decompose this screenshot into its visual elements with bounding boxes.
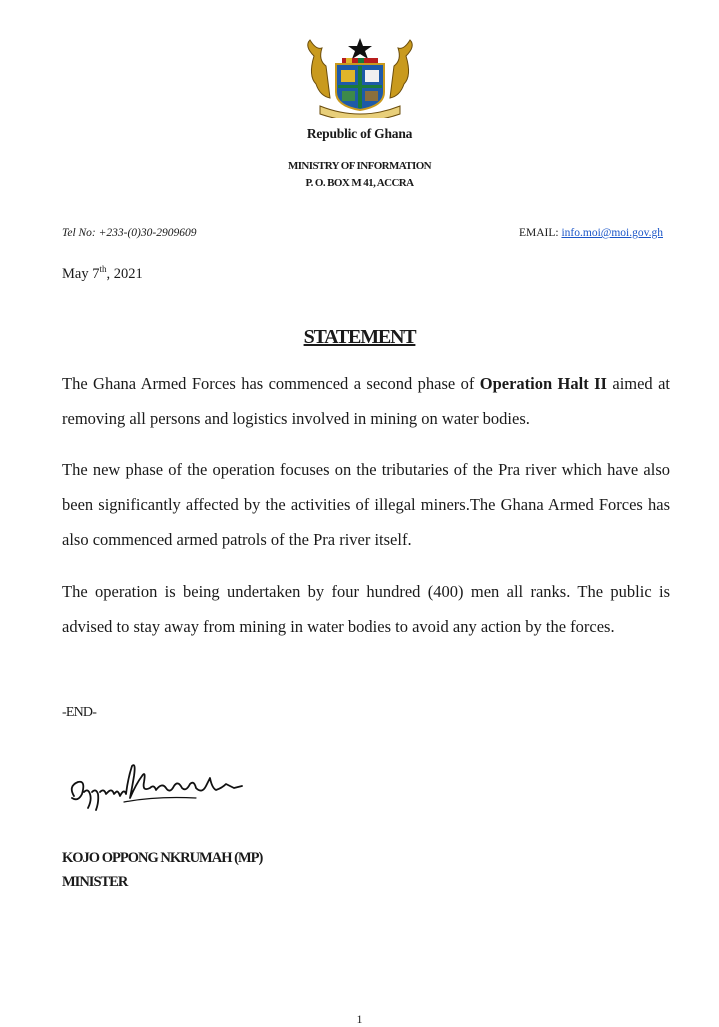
operation-name: Operation Halt II: [479, 374, 607, 393]
email-link[interactable]: info.moi@moi.gov.gh: [561, 227, 663, 239]
paragraph-2: The new phase of the operation focuses on the tributaries of the Pra river which have also been significantly affected by the activities of illegal miners.The Ghana Armed Forces has also commenced armed patrols of the Pra river itself.: [62, 460, 670, 549]
paragraph-1-start: The Ghana Armed Forces has commenced a second phase of: [62, 374, 480, 393]
statement-title: STATEMENT: [303, 326, 416, 348]
end-marker: -END-: [62, 705, 97, 720]
signer-title: MINISTER: [62, 874, 128, 890]
paragraph-1: [62, 366, 670, 436]
document-date: [62, 264, 143, 283]
ministry-name: MINISTRY OF INFORMATION: [287, 160, 432, 172]
email-line: [519, 227, 663, 239]
ministry-address: P. O. BOX M 41, ACCRA: [305, 177, 414, 189]
email-label: EMAIL:: [518, 227, 562, 239]
telephone-number: Tel No: +233-(0)30-2909609: [62, 227, 197, 239]
date-suffix: th: [99, 264, 107, 274]
paragraph-3: The operation is being undertaken by four hundred (400) men all ranks. The public is advised to stay away from mining in water bodies to avoid any action by the forces.: [62, 582, 670, 636]
signer-name: KOJO OPPONG NKRUMAH (MP): [62, 850, 263, 866]
page-number: 1: [356, 1012, 363, 1026]
ghana-coat-of-arms-icon: [300, 36, 420, 118]
country-name: Republic of Ghana: [306, 126, 413, 141]
handwritten-signature-icon: [66, 758, 256, 818]
paragraph-1-end: aimed at removing all persons and logistics involved in mining on water bodies.: [62, 374, 670, 428]
date-year: , 2021: [106, 265, 143, 282]
date-day: May 7: [62, 265, 100, 282]
